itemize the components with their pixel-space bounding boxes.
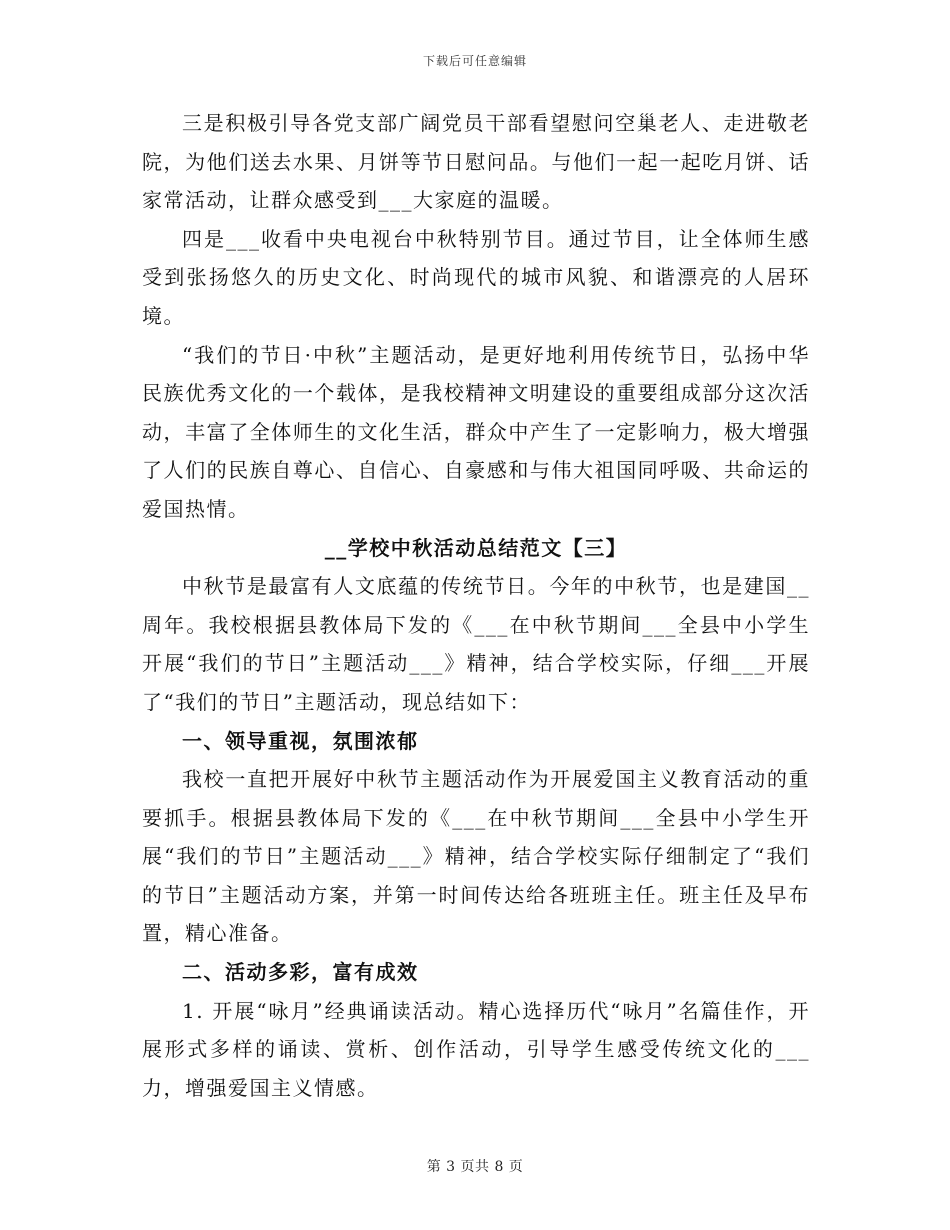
paragraph-5: 我校一直把开展好中秋节主题活动作为开展爱国主义教育活动的重要抓手。根据县教体局下发的《___在中秋节期间___全县中小学生开展“我们的节日”主题活动___》精神，结合学校实际仔细制定了“我们的节日”主题活动方案，并第一时间传达给各班班主任。班主任及早布置，精心准备。 [142, 767, 810, 946]
paragraph-3: “我们的节日·中秋”主题活动，是更好地利用传统节日，弘扬中华民族优秀文化的一个载体，是我校精神文明建设的重要组成部分这次活动，丰富了全体师生的文化生活，群众中产生了一定影响力，极大增强了人们的民族自尊心、自信心、自豪感和与伟大祖国同呼吸、共命运的爱国热情。 [142, 342, 810, 521]
page-footer: 第 3 页共 8 页 [426, 1159, 524, 1175]
paragraph-1: 三是积极引导各党支部广阔党员干部看望慰问空巢老人、走进敬老院，为他们送去水果、月饼等节日慰问品。与他们一起一起吃月饼、话家常活动，让群众感受到___大家庭的温暖。 [142, 111, 810, 213]
paragraph-2: 四是___收看中央电视台中秋特别节目。通过节目，让全体师生感受到张扬悠久的历史文化、时尚现代的城市风貌、和谐漂亮的人居环境。 [142, 226, 810, 328]
document-body [142, 104, 810, 1107]
page-header: 下载后可任意编辑 [422, 54, 527, 68]
subheading-2: 二、活动多彩，富有成效 [182, 960, 419, 985]
paragraph-4: 中秋节是最富有人文底蕴的传统节日。今年的中秋节，也是建国__周年。我校根据县教体局下发的《___在中秋节期间___全县中小学生开展“我们的节日”主题活动___》精神，结合学校实际，仔细___开展了“我们的节日”主题活动，现总结如下： [142, 574, 810, 714]
paragraph-6: 1. 开展“咏月”经典诵读活动。精心选择历代“咏月”名篇佳作，开展形式多样的诵读、赏析、创作活动，引导学生感受传统文化的___力，增强爱国主义情感。 [142, 998, 810, 1100]
subheading-1: 一、领导重视，氛围浓郁 [182, 728, 419, 753]
section-title: __学校中秋活动总结范文【三】 [324, 535, 628, 560]
